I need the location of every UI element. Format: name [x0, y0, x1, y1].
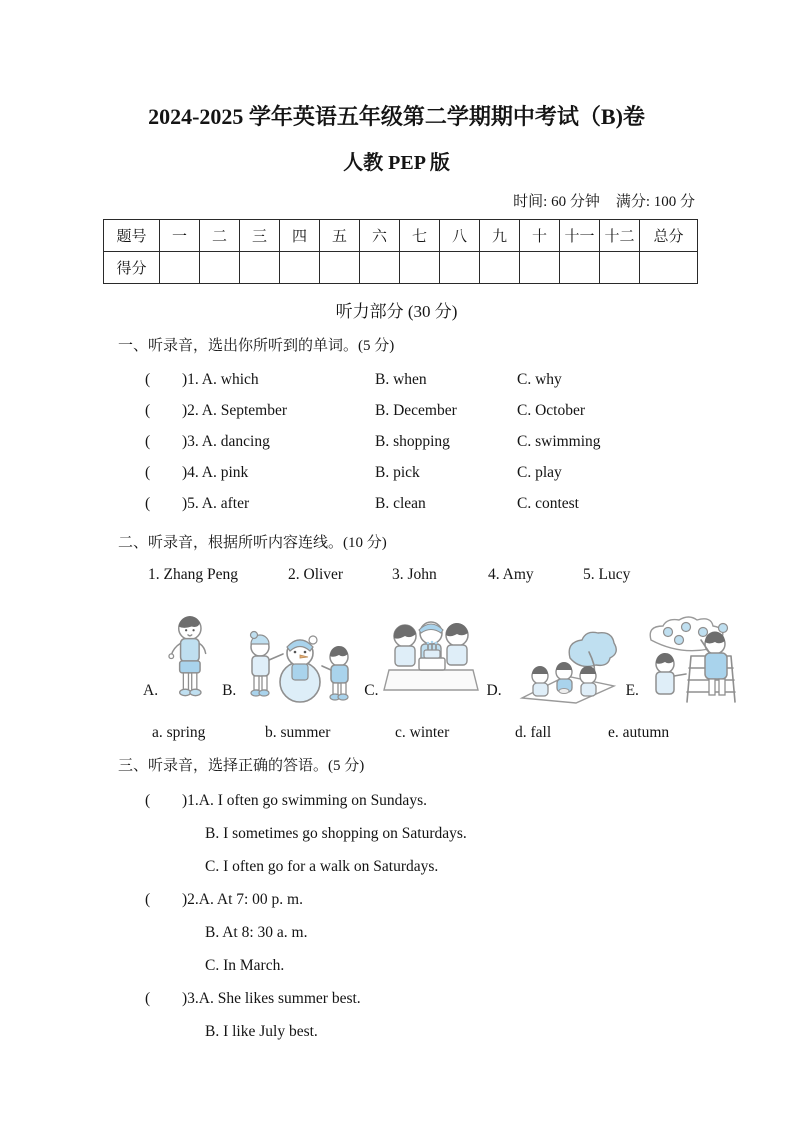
- picture-label: C.: [364, 682, 379, 699]
- option-a: )3. A. dancing: [182, 432, 270, 450]
- option-line: [205, 916, 793, 949]
- match-name: 2. Oliver: [288, 566, 344, 583]
- part2-options-row: [152, 724, 793, 742]
- question-row: [145, 426, 793, 457]
- column-header: 六: [360, 220, 400, 252]
- option-c: C. swimming: [517, 432, 601, 450]
- answer-paren: (: [145, 401, 151, 419]
- score-cell: [560, 252, 600, 284]
- option-b: B. I sometimes go shopping on Saturdays.: [205, 824, 467, 842]
- question-number-label: 题号: [104, 220, 160, 252]
- question-row: [145, 395, 793, 426]
- score-cell: [360, 252, 400, 284]
- option-c: C. In March.: [205, 956, 285, 974]
- column-header: 八: [440, 220, 480, 252]
- option-c: C. play: [517, 463, 562, 481]
- score-label: 得分: [104, 252, 160, 284]
- score-cell: [600, 252, 640, 284]
- option-a: )4. A. pink: [182, 463, 249, 481]
- option-line: [205, 817, 793, 850]
- option-b: B. December: [375, 401, 457, 419]
- option-c: C. October: [517, 401, 586, 419]
- match-name: 1. Zhang Peng: [148, 566, 238, 583]
- score-table-score-row: [104, 252, 698, 284]
- part1-questions: [0, 364, 793, 519]
- column-header: 四: [280, 220, 320, 252]
- option-c: C. contest: [517, 494, 579, 512]
- option-line: [205, 1015, 793, 1048]
- picking-apples-on-ladder-illustration: [643, 614, 741, 706]
- option-b: B. when: [375, 370, 427, 388]
- option-b: B. At 8: 30 a. m.: [205, 923, 308, 941]
- column-header: 一: [160, 220, 200, 252]
- exam-meta: [103, 190, 695, 211]
- question-row: [145, 784, 793, 817]
- season-option: c. winter: [395, 724, 450, 741]
- option-a: )2. A. September: [182, 401, 288, 419]
- score-cell: [400, 252, 440, 284]
- column-header: 十二: [600, 220, 640, 252]
- picture-label: A.: [143, 682, 159, 699]
- option-c: C. why: [517, 370, 562, 388]
- answer-paren: (: [145, 432, 151, 450]
- season-option: d. fall: [515, 724, 552, 741]
- option-line: [205, 850, 793, 883]
- column-header: 七: [400, 220, 440, 252]
- option-c: C. I often go for a walk on Saturdays.: [205, 857, 439, 875]
- answer-paren: (: [145, 463, 151, 481]
- question-row: [145, 457, 793, 488]
- part2-title: 二、听录音，根据所听内容连线。(10 分): [118, 535, 387, 551]
- option-a: )5. A. after: [182, 494, 250, 512]
- option-b: B. pick: [375, 463, 420, 481]
- question-row: [145, 364, 793, 395]
- picture-label: B.: [222, 682, 237, 699]
- season-option: e. autumn: [608, 724, 670, 741]
- column-header: 五: [320, 220, 360, 252]
- season-option: a. spring: [152, 724, 206, 741]
- option-line: [205, 949, 793, 982]
- part2-pictures-row: [143, 604, 793, 706]
- answer-paren: (: [145, 370, 151, 388]
- question-row: [145, 883, 793, 916]
- column-header: 十: [520, 220, 560, 252]
- boy-standing-summer-illustration: [162, 612, 214, 706]
- season-option: b. summer: [265, 724, 331, 741]
- option-a: )2.A. At 7: 00 p. m.: [182, 890, 303, 908]
- option-a: )3.A. She likes summer best.: [182, 989, 361, 1007]
- column-header: 十一: [560, 220, 600, 252]
- option-b: B. clean: [375, 494, 426, 512]
- part3-questions: [0, 784, 793, 1048]
- match-name: 4. Amy: [488, 566, 534, 583]
- full-score-label: 满分: 100 分: [615, 194, 695, 210]
- answer-paren: (: [145, 791, 151, 809]
- picture-item-b: [222, 620, 356, 706]
- score-cell: [240, 252, 280, 284]
- score-table-header-row: [104, 220, 698, 252]
- column-header: 二: [200, 220, 240, 252]
- answer-paren: (: [145, 989, 151, 1007]
- match-name: 3. John: [392, 566, 437, 583]
- score-cell: [280, 252, 320, 284]
- picture-item-e: [626, 614, 741, 706]
- picture-label: D.: [486, 682, 502, 699]
- score-cell: [200, 252, 240, 284]
- part1-title: 一、听录音，选出你所听到的单词。(5 分): [118, 338, 395, 354]
- score-cell: [320, 252, 360, 284]
- part2-names-row: [148, 566, 793, 584]
- score-cell: [480, 252, 520, 284]
- score-cell: [160, 252, 200, 284]
- children-building-snowman-illustration: [240, 620, 356, 706]
- option-a: )1. A. which: [182, 370, 259, 388]
- picture-item-a: [143, 612, 214, 706]
- children-with-birthday-cake-illustration: [383, 618, 479, 706]
- option-a: )1.A. I often go swimming on Sundays.: [182, 791, 427, 809]
- answer-paren: (: [145, 494, 151, 512]
- option-b: B. I like July best.: [205, 1022, 318, 1040]
- column-header: 总分: [640, 220, 698, 252]
- picture-label: E.: [625, 682, 639, 699]
- question-row: [145, 488, 793, 519]
- option-b: B. shopping: [375, 432, 450, 450]
- page-subtitle: 人教 PEP 版: [343, 152, 450, 174]
- score-cell: [640, 252, 698, 284]
- score-table: [103, 219, 698, 284]
- score-cell: [520, 252, 560, 284]
- answer-paren: (: [145, 890, 151, 908]
- listening-section-heading: 听力部分 (30 分): [335, 302, 458, 321]
- part3-title: 三、听录音，选择正确的答语。(5 分): [118, 758, 365, 774]
- column-header: 九: [480, 220, 520, 252]
- picture-item-c: [364, 618, 478, 706]
- match-name: 5. Lucy: [583, 566, 631, 583]
- time-limit-label: 时间: 60 分钟: [513, 194, 600, 210]
- question-row: [145, 982, 793, 1015]
- picture-item-d: [487, 628, 618, 706]
- column-header: 三: [240, 220, 280, 252]
- score-cell: [440, 252, 480, 284]
- page-title: 2024-2025 学年英语五年级第二学期期中考试（B)卷: [148, 104, 645, 129]
- children-picnic-under-tree-illustration: [506, 628, 618, 706]
